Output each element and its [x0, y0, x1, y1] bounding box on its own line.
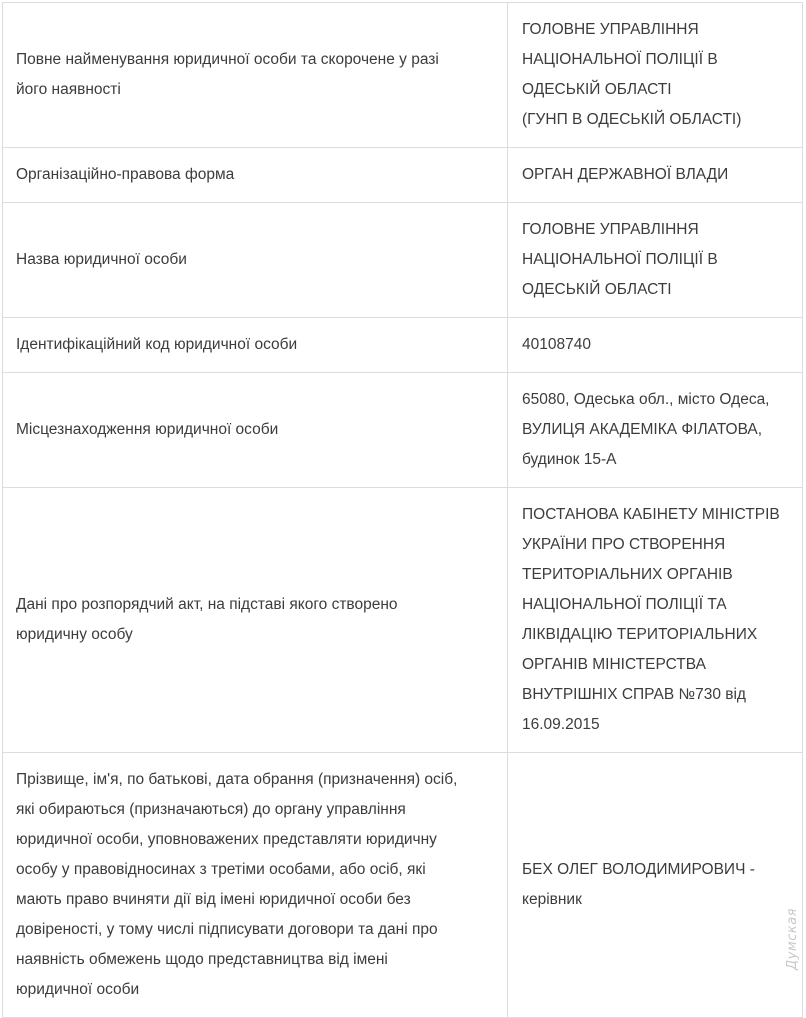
value-line: ЛІКВІДАЦІЮ ТЕРИТОРІАЛЬНИХ — [522, 626, 758, 643]
label-line: мають право вчиняти дії від імені юридичної особи без — [16, 891, 411, 908]
label-line: юридичної особи — [16, 981, 140, 998]
value-line: НАЦІОНАЛЬНОЇ ПОЛІЦІЇ В — [522, 51, 718, 68]
registry-table — [2, 2, 803, 1018]
row-label — [3, 148, 508, 203]
value-line: (ГУНП В ОДЕСЬКІЙ ОБЛАСТІ) — [522, 111, 742, 128]
label-line: його наявності — [16, 81, 121, 98]
label-line: юридичної особи, уповноважених представляти юридичну — [16, 831, 437, 848]
row-value — [508, 203, 803, 318]
row-value — [508, 318, 803, 373]
table-row — [3, 373, 803, 488]
value-line: 40108740 — [522, 336, 591, 353]
value-line: ГОЛОВНЕ УПРАВЛІННЯ — [522, 221, 699, 238]
label-line: які обираються (призначаються) до органу управління — [16, 801, 406, 818]
row-value — [508, 148, 803, 203]
row-label — [3, 3, 508, 148]
table-row — [3, 753, 803, 1018]
value-line: 16.09.2015 — [522, 716, 600, 733]
label-line: Прізвище, ім'я, по батькові, дата обрання (призначення) осіб, — [16, 771, 458, 788]
label-line: Повне найменування юридичної особи та скорочене у разі — [16, 51, 439, 68]
value-line: УКРАЇНИ ПРО СТВОРЕННЯ — [522, 536, 726, 553]
label-line: Назва юридичної особи — [16, 251, 187, 268]
label-line: особу у правовідносинах з третіми особами, або осіб, які — [16, 861, 426, 878]
value-line: 65080, Одеська обл., місто Одеса, — [522, 391, 770, 408]
label-line: юридичну особу — [16, 626, 133, 643]
row-value — [508, 3, 803, 148]
value-line: будинок 15-А — [522, 451, 617, 468]
label-line: наявність обмежень щодо представництва від імені — [16, 951, 388, 968]
label-line: Організаційно-правова форма — [16, 166, 235, 183]
label-line: Ідентифікаційний код юридичної особи — [16, 336, 298, 353]
value-line: НАЦІОНАЛЬНОЇ ПОЛІЦІЇ ТА — [522, 596, 727, 613]
row-label — [3, 753, 508, 1018]
table-row — [3, 203, 803, 318]
row-label — [3, 203, 508, 318]
value-line: ОРГАНІВ МІНІСТЕРСТВА — [522, 656, 706, 673]
value-line: НАЦІОНАЛЬНОЇ ПОЛІЦІЇ В — [522, 251, 718, 268]
row-label — [3, 373, 508, 488]
table-row — [3, 318, 803, 373]
label-line: Дані про розпорядчий акт, на підставі якого створено — [16, 596, 398, 613]
value-line: БЕХ ОЛЕГ ВОЛОДИМИРОВИЧ - — [522, 861, 755, 878]
value-line: ОДЕСЬКІЙ ОБЛАСТІ — [522, 81, 672, 98]
value-line: ПОСТАНОВА КАБІНЕТУ МІНІСТРІВ — [522, 506, 780, 523]
row-label — [3, 318, 508, 373]
row-value — [508, 488, 803, 753]
value-line: ОДЕСЬКІЙ ОБЛАСТІ — [522, 281, 672, 298]
value-line: ВУЛИЦЯ АКАДЕМІКА ФІЛАТОВА, — [522, 421, 763, 438]
row-label — [3, 488, 508, 753]
table-row — [3, 488, 803, 753]
value-line: ГОЛОВНЕ УПРАВЛІННЯ — [522, 21, 699, 38]
label-line: довіреності, у тому числі підписувати договори та дані про — [16, 921, 438, 938]
table-row — [3, 3, 803, 148]
watermark: Думская — [785, 908, 800, 970]
value-line: ТЕРИТОРІАЛЬНИХ ОРГАНІВ — [522, 566, 733, 583]
value-line: керівник — [522, 891, 582, 908]
row-value — [508, 753, 803, 1018]
label-line: Місцезнаходження юридичної особи — [16, 421, 279, 438]
value-line: ОРГАН ДЕРЖАВНОЇ ВЛАДИ — [522, 166, 729, 183]
value-line: ВНУТРІШНІХ СПРАВ №730 від — [522, 686, 746, 703]
table-row — [3, 148, 803, 203]
row-value — [508, 373, 803, 488]
